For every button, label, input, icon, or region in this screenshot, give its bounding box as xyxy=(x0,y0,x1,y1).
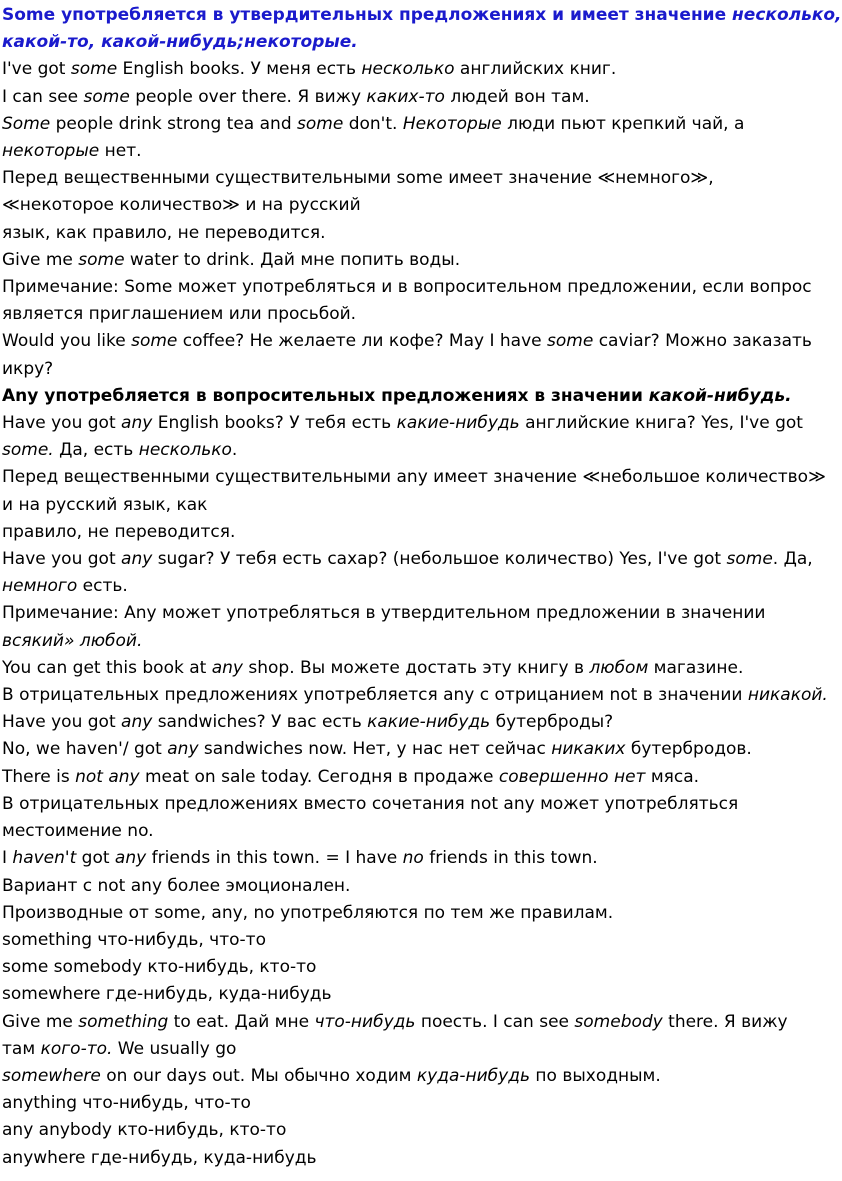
italic-text: somewhere xyxy=(2,1065,101,1086)
text-line xyxy=(2,328,812,355)
text-run: Would you like xyxy=(2,331,132,352)
italic-text: any xyxy=(121,413,153,434)
italic-text: no xyxy=(402,848,424,869)
text-line xyxy=(2,791,812,818)
text-line xyxy=(2,1145,812,1172)
text-run: В отрицательных предложениях вместо сочетания not any может употребляться xyxy=(2,793,739,814)
text-line xyxy=(2,356,812,383)
italic-text: какой-то, какой-нибудь;некоторые. xyxy=(2,32,358,53)
text-run: правило, не переводится. xyxy=(2,521,236,542)
italic-text: Некоторые xyxy=(402,113,502,134)
text-run: и на русский язык, как xyxy=(2,494,208,515)
text-run: язык, как правило, не переводится. xyxy=(2,222,326,243)
italic-text: some. xyxy=(2,440,54,461)
italic-text: какие-нибудь xyxy=(367,712,491,733)
text-run: anything что-нибудь, что-то xyxy=(2,1093,251,1114)
text-run: any anybody кто-нибудь, кто-то xyxy=(2,1120,287,1141)
text-run: water to drink. Дай мне попить воды. xyxy=(124,249,461,270)
italic-text: что-нибудь xyxy=(314,1011,416,1032)
text-line xyxy=(2,383,812,410)
text-line xyxy=(2,247,812,274)
italic-text: somebody xyxy=(574,1011,663,1032)
text-line xyxy=(2,192,812,219)
text-run: coffee? Не желаете ли кофе? May I have xyxy=(177,331,548,352)
text-run: there. Я вижу xyxy=(662,1011,788,1032)
text-run: on our days out. Мы обычно ходим xyxy=(100,1065,417,1086)
italic-text: any xyxy=(167,739,199,760)
text-run: I xyxy=(2,848,13,869)
text-run: там xyxy=(2,1038,41,1059)
italic-text: куда-нибудь xyxy=(416,1065,530,1086)
text-run: людей вон там. xyxy=(444,86,590,107)
text-run: English books. У меня есть xyxy=(117,59,362,80)
text-line xyxy=(2,492,812,519)
text-run: местоимение no. xyxy=(2,821,154,842)
text-run: English books? У тебя есть xyxy=(152,413,397,434)
text-run: people over there. Я вижу xyxy=(129,86,367,107)
text-run: You can get this book at xyxy=(2,657,212,678)
italic-text: какие-нибудь xyxy=(396,413,520,434)
text-line xyxy=(2,1036,812,1063)
text-run: является приглашением или просьбой. xyxy=(2,304,357,325)
text-line xyxy=(2,600,812,627)
text-line xyxy=(2,274,812,301)
text-run: поесть. I can see xyxy=(415,1011,575,1032)
text-run: Some употребляется в утвердительных предложениях и имеет значение xyxy=(2,5,733,25)
text-line xyxy=(2,111,812,138)
italic-text: совершенно нет xyxy=(498,766,646,787)
text-run: somewhere где-нибудь, куда-нибудь xyxy=(2,984,332,1005)
text-run: Вариант с not any более эмоционален. xyxy=(2,875,351,896)
text-run: No, we haven'/ got xyxy=(2,739,168,760)
text-line xyxy=(2,981,812,1008)
italic-text: несколько, xyxy=(732,5,842,25)
text-run: We usually go xyxy=(112,1038,237,1059)
italic-text: any xyxy=(114,848,147,869)
text-run: Примечание: Some может употребляться и в вопросительном предложении, если вопрос xyxy=(2,277,812,298)
text-run: meat on sale today. Сегодня в продаже xyxy=(139,766,499,787)
text-line xyxy=(2,736,812,763)
text-line xyxy=(2,1090,812,1117)
text-run: английских книг. xyxy=(454,59,617,80)
text-run: Have you got xyxy=(2,549,122,570)
text-line xyxy=(2,519,812,546)
text-run: sugar? У тебя есть сахар? (небольшое количество) Yes, I've got xyxy=(152,549,727,570)
text-line xyxy=(2,573,812,600)
text-line xyxy=(2,56,812,83)
text-run: to eat. Дай мне xyxy=(168,1011,315,1032)
text-run: people drink strong tea and xyxy=(50,113,298,134)
italic-text: any xyxy=(121,549,153,570)
italic-text: кого-то. xyxy=(40,1038,113,1059)
italic-text: some xyxy=(726,549,773,570)
text-run: мяса. xyxy=(645,766,700,787)
text-run: friends in this town. xyxy=(423,848,598,869)
italic-text: какой-нибудь. xyxy=(648,385,792,406)
text-run: Примечание: Any может употребляться в утвердительном предложении в значении xyxy=(2,603,766,624)
text-line xyxy=(2,165,812,192)
italic-text: Some xyxy=(2,113,51,134)
text-line xyxy=(2,464,826,491)
text-run: some somebody кто-нибудь, кто-то xyxy=(2,957,317,978)
text-run: I've got xyxy=(2,59,71,80)
text-line xyxy=(2,873,812,900)
text-run: бутербродов. xyxy=(625,739,752,760)
text-run: caviar? Можно заказать xyxy=(593,331,812,352)
text-run: There is xyxy=(2,766,76,787)
italic-text: some xyxy=(78,249,125,270)
text-run: I can see xyxy=(2,86,84,107)
text-run: магазине. xyxy=(648,657,744,678)
text-run: got xyxy=(76,848,115,869)
text-line xyxy=(2,655,812,682)
italic-text: haven't xyxy=(12,848,77,869)
text-line xyxy=(2,764,812,791)
text-line xyxy=(2,628,812,655)
text-run: английские книга? Yes, I've got xyxy=(519,413,803,434)
text-line xyxy=(2,927,812,954)
text-run: Give me xyxy=(2,249,79,270)
text-line xyxy=(2,301,812,328)
text-line xyxy=(2,138,812,165)
text-run: shop. Вы можете достать эту книгу в xyxy=(243,657,590,678)
text-line xyxy=(2,1063,812,1090)
text-line xyxy=(2,84,812,111)
text-line xyxy=(2,709,812,736)
text-run: Перед вещественными существительными any имеет значение ≪небольшое количество≫ xyxy=(2,467,826,488)
text-run: Have you got xyxy=(2,712,122,733)
italic-text: никаких xyxy=(551,739,626,760)
text-line xyxy=(2,1009,812,1036)
text-line xyxy=(2,437,812,464)
italic-text: несколько xyxy=(138,440,232,461)
italic-text: любом xyxy=(589,657,649,678)
text-run: есть. xyxy=(77,576,128,597)
italic-text: some xyxy=(70,59,118,80)
text-run: Give me xyxy=(2,1011,79,1032)
text-run: sandwiches now. Нет, у нас нет сейчас xyxy=(198,739,552,760)
italic-text: some xyxy=(131,331,178,352)
text-run: . Да, xyxy=(772,549,813,570)
italic-text: всякий» любой. xyxy=(2,630,143,651)
italic-text: несколько xyxy=(361,59,455,80)
text-run: Have you got xyxy=(2,413,122,434)
italic-text: something xyxy=(78,1011,169,1032)
text-line xyxy=(2,954,812,981)
italic-text: каких-то xyxy=(366,86,445,107)
italic-text: some xyxy=(83,86,130,107)
text-line xyxy=(2,220,812,247)
text-line xyxy=(2,900,812,927)
rule-heading-line xyxy=(2,2,842,29)
italic-text: some xyxy=(297,113,344,134)
italic-text: немного xyxy=(2,576,78,597)
text-run: . xyxy=(231,440,238,461)
text-run: Перед вещественными существительными some имеет значение ≪немного≫, xyxy=(2,168,714,189)
text-run: В отрицательных предложениях употребляется any с отрицанием not в значении xyxy=(2,685,748,706)
text-run: Производные от some, any, no употребляются по тем же правилам. xyxy=(2,902,614,923)
text-run: ≪некоторое количество≫ и на русский xyxy=(2,195,361,216)
text-run: по выходным. xyxy=(530,1065,661,1086)
text-run: люди пьют крепкий чай, а xyxy=(501,113,745,134)
italic-text: some xyxy=(547,331,594,352)
rule-heading-line xyxy=(2,29,812,56)
text-line xyxy=(2,682,828,709)
text-run: нет. xyxy=(99,141,142,162)
italic-text: никакой. xyxy=(747,685,828,706)
text-run: friends in this town. = I have xyxy=(146,848,403,869)
text-run: икру? xyxy=(2,358,54,379)
text-run: anywhere где-нибудь, куда-нибудь xyxy=(2,1147,317,1168)
text-run: бутерброды? xyxy=(490,712,614,733)
italic-text: any xyxy=(211,657,243,678)
text-line xyxy=(2,546,812,573)
italic-text: not any xyxy=(75,766,140,787)
text-run: sandwiches? У вас есть xyxy=(152,712,368,733)
text-line xyxy=(2,845,812,872)
text-run: don't. xyxy=(343,113,403,134)
text-line xyxy=(2,1117,812,1144)
italic-text: any xyxy=(121,712,153,733)
text-line xyxy=(2,818,812,845)
text-run: something что-нибудь, что-то xyxy=(2,929,266,950)
text-line xyxy=(2,410,812,437)
text-run: Да, есть xyxy=(53,440,139,461)
bold-text: Any употребляется в вопросительных предложениях в значении xyxy=(2,385,649,406)
italic-text: некоторые xyxy=(2,141,100,162)
